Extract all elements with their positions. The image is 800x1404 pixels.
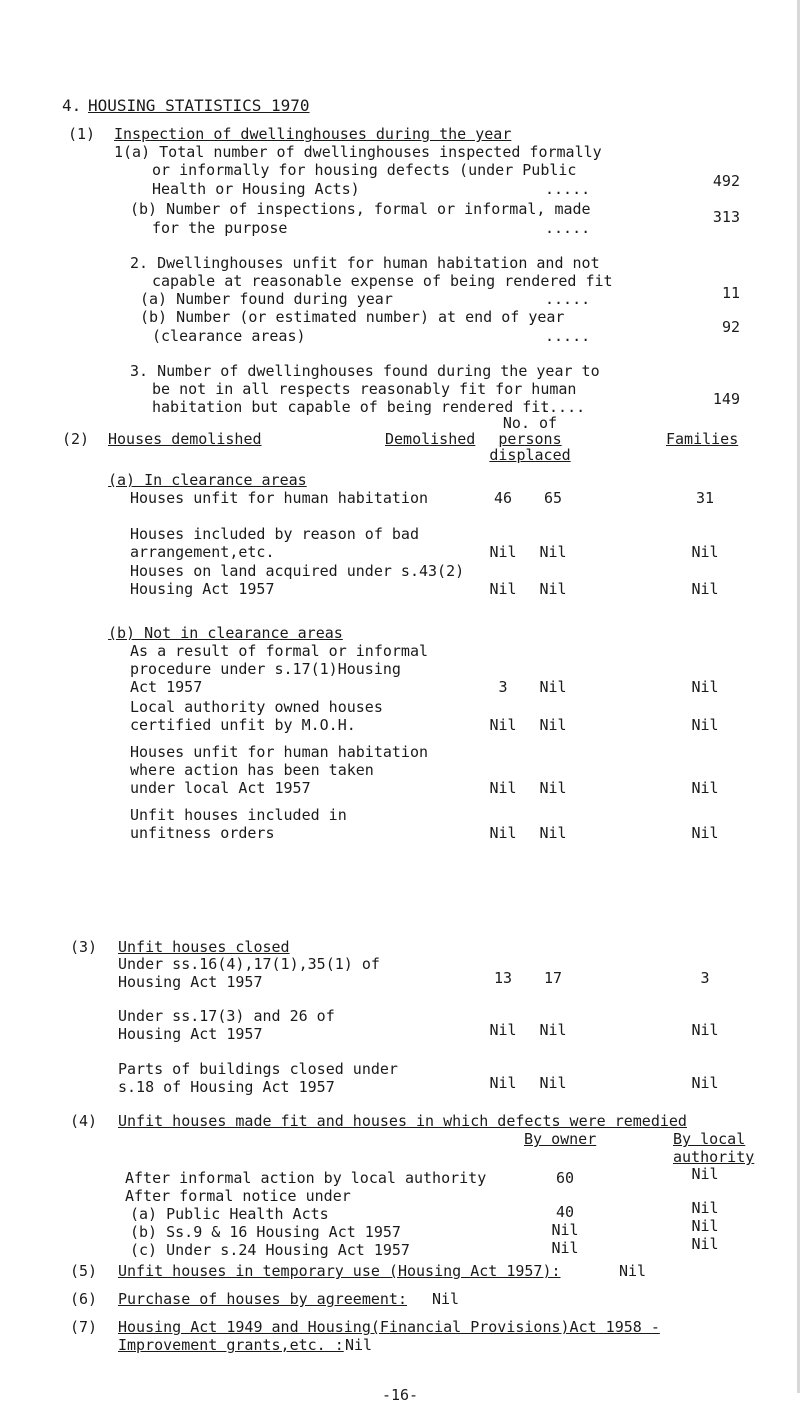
col-header-persons: displaced [489, 446, 571, 464]
row-label: Act 1957 [130, 678, 203, 696]
row-label: under local Act 1957 [130, 779, 311, 797]
s1-b-line: (b) Number of inspections, formal or informal, made [130, 200, 591, 218]
col-header-families: Families [666, 430, 739, 448]
row-label: (c) Under s.24 Housing Act 1957 [130, 1241, 410, 1259]
s5-number: (5) [70, 1262, 98, 1280]
cell-demolished: 3 [498, 678, 508, 696]
s6-number: (6) [70, 1290, 98, 1308]
cell-persons-displaced: Nil [539, 716, 567, 734]
s1-p3-line: be not in all respects reasonably fit for human [152, 380, 577, 398]
s1-a-line: Health or Housing Acts) [152, 180, 360, 198]
s4-informal-owner: 60 [555, 1169, 575, 1187]
s1-p3-value: 149 [712, 390, 740, 408]
s1-b-value: 313 [712, 208, 740, 226]
row-label: unfitness orders [130, 824, 275, 842]
s3-title: Unfit houses closed [118, 938, 290, 956]
cell-persons-displaced: Nil [539, 678, 567, 696]
col-header-by-local: authority [673, 1148, 755, 1166]
row-label: Houses unfit for human habitation [130, 743, 429, 761]
cell-persons-displaced: Nil [539, 580, 567, 598]
cell-demolished: Nil [489, 1021, 517, 1039]
row-label: Houses included by reason of bad [130, 525, 419, 543]
s5-title: Unfit houses in temporary use (Housing Act 1957): [118, 1262, 561, 1280]
s1-p2b-line: (clearance areas) [152, 327, 306, 345]
cell-demolished: 46 [493, 489, 513, 507]
cell-demolished: Nil [489, 580, 517, 598]
row-label: Houses unfit for human habitation [130, 489, 429, 507]
page-number: -16- [381, 1386, 419, 1404]
cell-families: Nil [691, 580, 719, 598]
cell-families: Nil [691, 1021, 719, 1039]
page-title: HOUSING STATISTICS 1970 [88, 96, 310, 115]
cell-demolished: Nil [489, 543, 517, 561]
s1-p2b-line: (b) Number (or estimated number) at end of year [140, 308, 565, 326]
cell-families: Nil [691, 779, 719, 797]
cell-families: Nil [691, 543, 719, 561]
dot-leader: ..... [540, 398, 586, 416]
row-label: Housing Act 1957 [118, 1025, 263, 1043]
row-label: (a) Public Health Acts [130, 1205, 329, 1223]
row-label: Unfit houses included in [130, 806, 347, 824]
s3-number: (3) [70, 938, 98, 956]
row-label: Local authority owned houses [130, 698, 383, 716]
s6-value: Nil [432, 1290, 460, 1308]
s2-a-title: (a) In clearance areas [108, 471, 307, 489]
cell-demolished: Nil [489, 1074, 517, 1092]
cell-persons-displaced: Nil [539, 543, 567, 561]
s1-p2-line: 2. Dwellinghouses unfit for human habitation and not [130, 254, 600, 272]
cell-demolished: Nil [489, 716, 517, 734]
s7-value: Nil [345, 1336, 373, 1354]
cell-families: Nil [691, 824, 719, 842]
cell-by-local-authority: Nil [691, 1235, 719, 1253]
s1-a-value: 492 [712, 172, 740, 190]
col-header-persons: persons [498, 430, 562, 448]
s2-title: Houses demolished [108, 430, 262, 448]
s6-title: Purchase of houses by agreement: [118, 1290, 407, 1308]
dot-leader: ..... [545, 327, 591, 345]
s2-b-title: (b) Not in clearance areas [108, 624, 343, 642]
row-label: where action has been taken [130, 761, 374, 779]
row-label: procedure under s.17(1)Housing [130, 660, 401, 678]
cell-persons-displaced: Nil [539, 1074, 567, 1092]
s1-p3-line: habitation but capable of being rendered fit [152, 398, 550, 416]
cell-demolished: 13 [493, 969, 513, 987]
cell-families: 3 [700, 969, 710, 987]
s4-formal-label: After formal notice under [125, 1187, 351, 1205]
s5-value: Nil [619, 1262, 647, 1280]
s1-p2a-line: (a) Number found during year [140, 290, 393, 308]
row-label: Housing Act 1957 [130, 580, 275, 598]
row-label: certified unfit by M.O.H. [130, 716, 356, 734]
s1-p2-line: capable at reasonable expense of being rendered fit [152, 272, 613, 290]
s4-title: Unfit houses made fit and houses in which defects were remedied [118, 1112, 687, 1130]
cell-by-local-authority: Nil [691, 1217, 719, 1235]
section-number: 4. [62, 96, 82, 115]
s1-p2b-value: 92 [721, 318, 740, 336]
cell-demolished: Nil [489, 824, 517, 842]
s1-number: (1) [68, 125, 96, 143]
col-header-by-local: By local [673, 1130, 746, 1148]
cell-by-local-authority: Nil [691, 1199, 719, 1217]
s1-p2a-value: 11 [721, 284, 740, 302]
dot-leader: ..... [545, 180, 591, 198]
row-label: Under ss.16(4),17(1),35(1) of [118, 955, 380, 973]
s1-a-line: or informally for housing defects (under Public [152, 161, 577, 179]
cell-persons-displaced: 65 [543, 489, 563, 507]
cell-by-owner: 40 [555, 1203, 575, 1221]
s7-title: Housing Act 1949 and Housing(Financial Provisions)Act 1958 - [118, 1318, 660, 1336]
s7-title: Improvement grants,etc. : [118, 1336, 344, 1354]
cell-persons-displaced: 17 [543, 969, 563, 987]
s4-number: (4) [70, 1112, 98, 1130]
row-label: As a result of formal or informal [130, 642, 429, 660]
col-header-by-owner: By owner [524, 1130, 597, 1148]
row-label: (b) Ss.9 & 16 Housing Act 1957 [130, 1223, 401, 1241]
row-label: s.18 of Housing Act 1957 [118, 1078, 335, 1096]
col-header-persons: No. of [502, 414, 558, 432]
s1-p3-line: 3. Number of dwellinghouses found during the year to [130, 362, 600, 380]
cell-families: 31 [695, 489, 715, 507]
dot-leader: ..... [545, 219, 591, 237]
cell-persons-displaced: Nil [539, 1021, 567, 1039]
row-label: Parts of buildings closed under [118, 1060, 398, 1078]
cell-families: Nil [691, 716, 719, 734]
col-header-demolished: Demolished [385, 430, 476, 448]
row-label: Under ss.17(3) and 26 of [118, 1007, 335, 1025]
row-label: Housing Act 1957 [118, 973, 263, 991]
row-label: Houses on land acquired under s.43(2) [130, 562, 465, 580]
s2-number: (2) [62, 430, 90, 448]
s4-informal-label: After informal action by local authority [125, 1169, 487, 1187]
s7-number: (7) [70, 1318, 98, 1336]
dot-leader: ..... [545, 290, 591, 308]
cell-persons-displaced: Nil [539, 824, 567, 842]
row-label: arrangement,etc. [130, 543, 275, 561]
s1-title: Inspection of dwellinghouses during the year [114, 125, 512, 143]
cell-demolished: Nil [489, 779, 517, 797]
s4-informal-local: Nil [691, 1165, 719, 1183]
s1-b-line: for the purpose [152, 219, 288, 237]
cell-persons-displaced: Nil [539, 779, 567, 797]
cell-by-owner: Nil [551, 1239, 579, 1257]
s1-a-line: 1(a) Total number of dwellinghouses inspected formally [114, 143, 602, 161]
cell-families: Nil [691, 1074, 719, 1092]
cell-by-owner: Nil [551, 1221, 579, 1239]
cell-families: Nil [691, 678, 719, 696]
